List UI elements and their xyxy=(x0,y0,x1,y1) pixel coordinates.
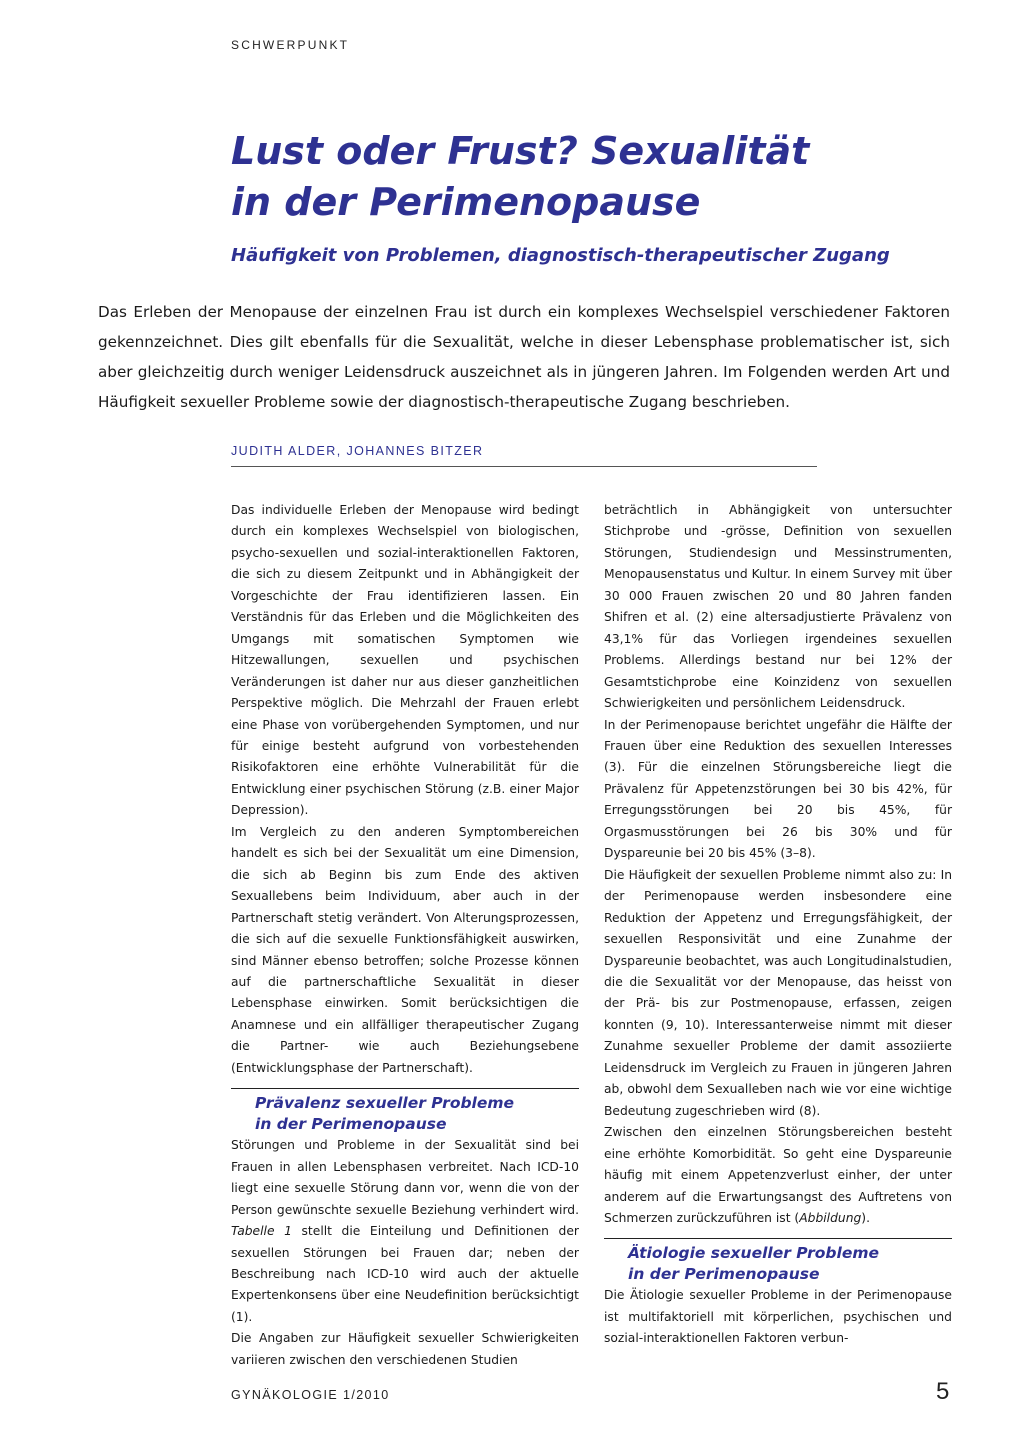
body-paragraph: Das individuelle Erleben der Menopause wird bedingt durch ein komplexes Wechselspiel von biologischen, psycho-sexuellen und sozial-interaktionellen Faktoren, die sich zu diesem Zeitpunkt und in Abhängigkeit der Vorgeschichte der Frau identifizieren lassen. Ein Verständnis für das Erleben und die Möglichkeiten des Umgangs mit somatischen Symptomen wie Hitzewallungen, sexuellen und psychischen Veränderungen ist daher nur aus dieser ganzheitlichen Perspektive möglich. Die Mehrzahl der Frauen erlebt eine Phase von vorübergehenden Symptomen, und nur für einige besteht aufgrund von vorbestehenden Risikofaktoren eine erhöhte Vulnerabilität für die Entwicklung einer psychischen Störung (z.B. einer Major Depression). xyxy=(231,503,579,818)
body-text: ). xyxy=(861,1210,871,1225)
section-heading xyxy=(604,1243,952,1285)
article-title xyxy=(231,126,951,228)
author-divider xyxy=(231,466,817,467)
body-text: stellt die Einteilung und Definitionen der sexuellen Störungen bei Frauen dar; neben der Beschreibung nach ICD-10 wird auch der aktuelle Expertenkonsens über eine Neudefinition berücksichtigt (1). xyxy=(231,1224,579,1324)
body-paragraph: Im Vergleich zu den anderen Symptombereichen handelt es sich bei der Sexualität um eine Dimension, die sich ab Beginn bis zum Ende des aktiven Sexuallebens beim Individuum, aber auch in der Partnerschaft stetig verändert. Von Alterungsprozessen, die sich auf die sexuelle Funktionsfähigkeit auswirken, sind Männer ebenso betroffen; solche Prozesse können auf die partnerschaftliche Sexualität in dieser Lebensphase einwirken. Somit berücksichtigen die Anamnese und ein allfälliger therapeutischer Zugang die Partner- wie auch Beziehungsebene (Entwicklungsphase der Partnerschaft). xyxy=(231,824,579,1075)
body-paragraph: Die Angaben zur Häufigkeit sexueller Schwierigkeiten variieren zwischen den verschiedenen Studien xyxy=(231,1331,579,1367)
section-label: SCHWERPUNKT xyxy=(231,38,350,52)
body-text: Störungen und Probleme in der Sexualität sind bei Frauen in allen Lebensphasen verbreitet. Nach ICD-10 liegt eine sexuelle Störung dann vor, wenn die von der Person gewünschte sexuelle Beziehung verhindert wird. xyxy=(231,1138,579,1217)
title-line-1: Lust oder Frust? Sexualität xyxy=(231,129,810,173)
heading-line-2: in der Perimenopause xyxy=(255,1115,447,1134)
body-paragraph: Die Häufigkeit der sexuellen Probleme nimmt also zu: In der Perimenopause werden insbesondere eine Reduktion der Appetenz und Erregungsfähigkeit, der sexuellen Responsivität und eine Zunahme der Dyspareunie beobachtet, was auch Longitudinalstudien, die die Sexualität vor der Menopause, das heisst von der Prä- bis zur Postmenopause, erfassen, zeigen konnten (9, 10). Interessanterweise nimmt mit dieser Zunahme sexueller Probleme der damit assoziierte Leidensdruck im Vergleich zu Frauen in jüngeren Jahren ab, obwohl dem Sexualleben nach wie vor eine wichtige Bedeutung zugeschrieben wird (8). xyxy=(604,867,952,1118)
title-line-2: in der Perimenopause xyxy=(231,180,701,224)
left-column xyxy=(231,500,579,1371)
section-heading-block xyxy=(604,1238,952,1285)
lead-paragraph: Das Erleben der Menopause der einzelnen Frau ist durch ein komplexes Wechselspiel verschiedener Faktoren gekennzeichnet. Dies gilt ebenfalls für die Sexualität, welche in dieser Lebensphase problematischer ist, sich aber gleichzeitig durch weniger Leidensdruck auszeichnet als in jüngeren Jahren. Im Folgenden werden Art und Häufigkeit sexueller Probleme sowie der diagnostisch-therapeutische Zugang beschrieben. xyxy=(98,303,950,411)
body-text: Zwischen den einzelnen Störungsbereichen besteht eine erhöhte Komorbidität. So geht eine Dyspareunie häufig mit einem Appetenzverlust einher, der unter anderem auf die Erwartungsangst des Auftretens von Schmerzen zurückzuführen ist ( xyxy=(604,1125,952,1225)
heading-line-1: Ätiologie sexueller Probleme xyxy=(628,1244,880,1263)
table-reference: Tabelle 1 xyxy=(231,1224,292,1239)
heading-line-1: Prävalenz sexueller Probleme xyxy=(255,1094,515,1113)
body-paragraph: Die Ätiologie sexueller Probleme in der Perimenopause ist multifaktoriell mit körperlichen, psychischen und sozial-interaktionellen Faktoren verbun- xyxy=(604,1288,952,1346)
right-column xyxy=(604,500,952,1350)
heading-line-2: in der Perimenopause xyxy=(628,1265,820,1284)
heading-divider xyxy=(604,1238,952,1239)
journal-footer: GYNÄKOLOGIE 1/2010 xyxy=(231,1388,390,1402)
section-heading-block xyxy=(231,1088,579,1135)
body-paragraph: In der Perimenopause berichtet ungefähr die Hälfte der Frauen über eine Reduktion des sexuellen Interesses (3). Für die einzelnen Störungsbereiche liegt die Prävalenz für Appetenzstörungen bei 30 bis 42%, für Erregungsstörungen bei 20 bis 45%, für Orgasmusstörungen bei 26 bis 30% und für Dyspareunie bei 20 bis 45% (3–8). xyxy=(604,717,952,861)
body-paragraph xyxy=(231,1135,579,1328)
page-number: 5 xyxy=(936,1378,950,1405)
heading-divider xyxy=(231,1088,579,1089)
body-paragraph: beträchtlich in Abhängigkeit von untersuchter Stichprobe und -grösse, Definition von sexuellen Störungen, Studiendesign und Messinstrumenten, Menopausenstatus und Kultur. In einem Survey mit über 30 000 Frauen zwischen 20 und 80 Jahren fanden Shifren et al. (2) eine altersadjustierte Prävalenz von 43,1% für das Vorliegen irgendeines sexuellen Problems. Allerdings bestand nur bei 12% der Gesamtstichprobe eine Koinzidenz von sexuellen Schwierigkeiten und persönlichem Leidensdruck. xyxy=(604,503,952,711)
article-subtitle: Häufigkeit von Problemen, diagnostisch-therapeutischer Zugang xyxy=(231,245,890,266)
section-heading xyxy=(231,1093,579,1135)
authors: JUDITH ALDER, JOHANNES BITZER xyxy=(231,444,484,458)
figure-reference: Abbildung xyxy=(799,1210,862,1225)
body-paragraph xyxy=(604,1122,952,1229)
